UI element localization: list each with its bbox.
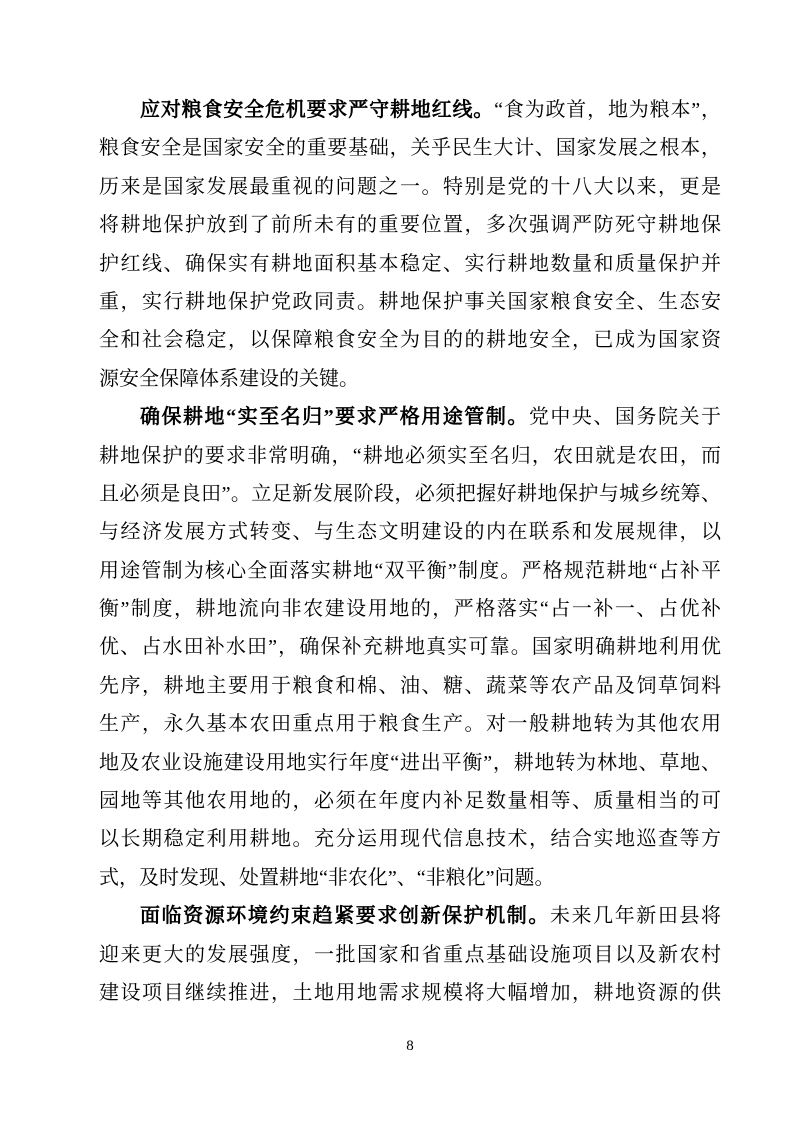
text-line	[99, 129, 721, 167]
text-line	[99, 590, 721, 628]
text-line	[99, 552, 721, 590]
text-line	[99, 475, 721, 513]
text-line	[99, 667, 721, 705]
text-line	[99, 206, 721, 244]
line-text: 衡”制度，耕地流向非农建设用地的，严格落实“占一补一、占优补	[99, 598, 721, 621]
line-text: 园地等其他农用地的，必须在年度内补足数量相等、质量相当的可	[99, 790, 721, 813]
text-block	[99, 91, 721, 1012]
line-text: 以长期稳定利用耕地。充分运用现代信息技术，结合实地巡查等方	[99, 828, 721, 851]
paragraph-lead-bold: 应对粮食安全危机要求严守耕地红线。	[140, 99, 495, 121]
line-text: 建设项目继续推进，土地用地需求规模将大幅增加，耕地资源的供	[99, 981, 721, 1004]
line-text: 护红线、确保实有耕地面积基本稳定、实行耕地数量和质量保护并	[99, 252, 721, 275]
paragraph	[99, 897, 721, 1012]
text-line	[99, 820, 721, 858]
text-line	[99, 859, 721, 897]
line-text: 优、占水田补水田”，确保补充耕地真实可靠。国家明确耕地利用优	[99, 636, 721, 659]
line-text: 源安全保障体系建设的关键。	[99, 367, 359, 390]
line-text: 全和社会稳定，以保障粮食安全为目的的耕地安全，已成为国家资	[99, 329, 721, 352]
line-text: 用途管制为核心全面落实耕地“双平衡”制度。严格规范耕地“占补平	[99, 559, 721, 582]
line-text: 迎来更大的发展强度，一批国家和省重点基础设施项目以及新农村	[99, 943, 721, 966]
line-text: 先序，耕地主要用于粮食和棉、油、糖、蔬菜等农产品及饲草饲料	[99, 674, 721, 697]
page-number: 8	[406, 1038, 414, 1054]
text-line	[99, 398, 721, 436]
text-line	[99, 360, 721, 398]
paragraph	[99, 91, 721, 398]
line-text: 耕地保护的要求非常明确，“耕地必须实至名归，农田就是农田，而	[99, 444, 721, 467]
line-text: 式，及时发现、处置耕地“非农化”、“非粮化”问题。	[99, 866, 555, 889]
text-line	[99, 245, 721, 283]
line-text: 将耕地保护放到了前所未有的重要位置，多次强调严防死守耕地保	[99, 214, 721, 237]
line-text: 未来几年新田县将	[549, 905, 722, 928]
line-text: 与经济发展方式转变、与生态文明建设的内在联系和发展规律，以	[99, 521, 721, 544]
text-line	[99, 897, 721, 935]
text-line	[99, 936, 721, 974]
line-text: 历来是国家发展最重视的问题之一。特别是党的十八大以来，更是	[99, 175, 721, 198]
paragraph	[99, 398, 721, 897]
text-line	[99, 628, 721, 666]
text-line	[99, 91, 721, 129]
line-text: 且必须是良田”。立足新发展阶段，必须把握好耕地保护与城乡统筹、	[99, 482, 721, 505]
text-line	[99, 437, 721, 475]
line-text: 党中央、国务院关于	[528, 406, 722, 429]
text-line	[99, 744, 721, 782]
text-line	[99, 705, 721, 743]
text-line	[99, 974, 721, 1012]
line-text: 粮食安全是国家安全的重要基础，关乎民生大计、国家发展之根本，	[99, 137, 721, 160]
text-line	[99, 168, 721, 206]
text-line	[99, 321, 721, 359]
paragraph-lead-bold: 确保耕地“实至名归”要求严格用途管制。	[140, 406, 529, 429]
line-text: 地及农业设施建设用地实行年度“进出平衡”，耕地转为林地、草地、	[99, 751, 721, 774]
line-text: “食为政首，地为粮本”，	[494, 99, 721, 121]
text-line	[99, 782, 721, 820]
text-line	[99, 283, 721, 321]
line-text: 生产，永久基本农田重点用于粮食生产。对一般耕地转为其他农用	[99, 713, 721, 736]
paragraph-lead-bold: 面临资源环境约束趋紧要求创新保护机制。	[140, 905, 550, 928]
text-line	[99, 513, 721, 551]
line-text: 重，实行耕地保护党政同责。耕地保护事关国家粮食安全、生态安	[99, 290, 721, 313]
